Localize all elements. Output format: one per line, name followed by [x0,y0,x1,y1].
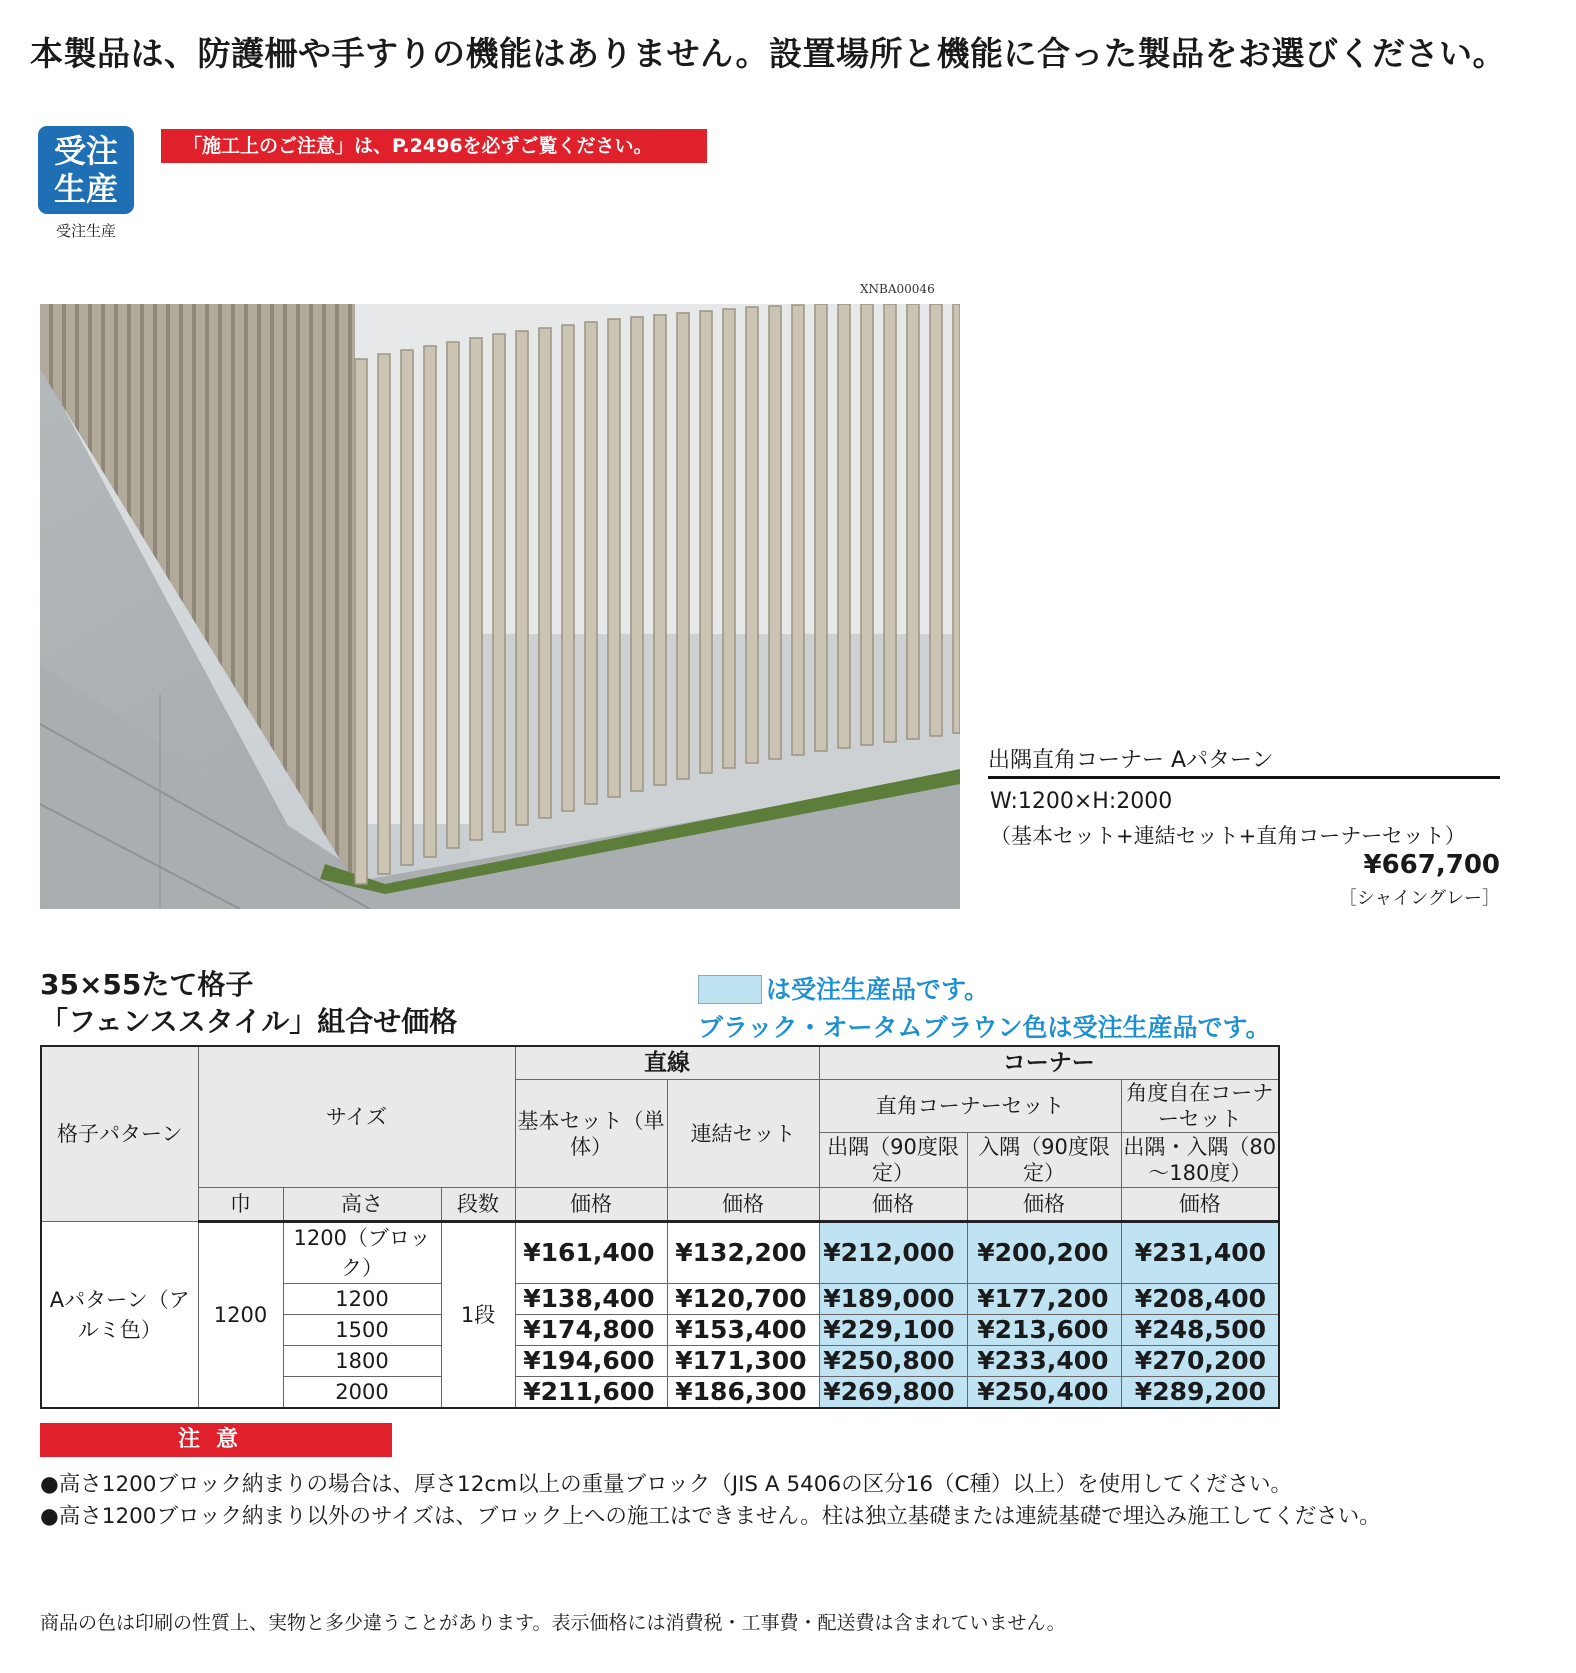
price-inner: ¥213,600 [967,1315,1121,1346]
header-corner: コーナー [819,1046,1279,1080]
steps-cell: 1段 [441,1222,515,1409]
price-free: ¥231,400 [1121,1222,1279,1284]
header-height: 高さ [283,1188,441,1222]
price-outer: ¥250,800 [819,1346,967,1377]
made-to-order-swatch [698,975,762,1004]
fence-photo [40,304,960,909]
table-title-line-2: 「フェンススタイル」組合せ価格 [40,1005,458,1038]
legend-color-note: ブラック・オータムブラウン色は受注生産品です。 [698,1013,1271,1042]
price-outer: ¥269,800 [819,1377,967,1409]
badge-caption: 受注生産 [55,222,116,240]
price-inner: ¥250,400 [967,1377,1121,1409]
page-headline: 本製品は、防護柵や手すりの機能はありません。設置場所と機能に合った製品をお選びください。 [30,34,1506,73]
header-straight: 直線 [515,1046,819,1080]
header-link-set: 連結セット [667,1080,819,1188]
price-outer: ¥229,100 [819,1315,967,1346]
badge-line-1: 受注 [53,132,118,170]
pattern-cell: Aパターン（アルミ色） [41,1222,198,1409]
header-pattern: 格子パターン [41,1046,198,1222]
badge-line-2: 生産 [53,170,118,208]
height-cell: 1200 [283,1284,441,1315]
price-link: ¥120,700 [667,1284,819,1315]
header-steps: 段数 [441,1188,515,1222]
header-inner-corner: 入隅（90度限定） [967,1133,1121,1188]
price-free: ¥248,500 [1121,1315,1279,1346]
price-basic: ¥211,600 [515,1377,667,1409]
footer-disclaimer: 商品の色は印刷の性質上、実物と多少違うことがあります。表示価格には消費税・工事費・配送費は含まれていません。 [40,1612,1066,1634]
caution-note-2: ●高さ1200ブロック納まり以外のサイズは、ブロック上への施工はできません。柱は独立基礎または連続基礎で埋込み施工してください。 [40,1504,1381,1529]
price-basic: ¥194,600 [515,1346,667,1377]
price-free: ¥289,200 [1121,1377,1279,1409]
construction-notice-bar: 「施工上のご注意」は、P.2496を必ずご覧ください。 [161,129,707,163]
header-outer-corner: 出隅（90度限定） [819,1133,967,1188]
header-basic-set: 基本セット（単体） [515,1080,667,1188]
header-price-inner: 価格 [967,1188,1121,1222]
height-cell: 2000 [283,1377,441,1409]
image-code: XNBA00046 [860,282,935,296]
photo-caption-color: ［シャイングレー］ [1338,888,1500,909]
photo-caption-set: （基本セット+連結セット+直角コーナーセット） [990,824,1466,848]
header-width: 巾 [198,1188,283,1222]
photo-caption-price: ¥667,700 [1363,850,1500,880]
price-free: ¥270,200 [1121,1346,1279,1377]
height-cell: 1200（ブロック） [283,1222,441,1284]
price-basic: ¥174,800 [515,1315,667,1346]
header-price-link: 価格 [667,1188,819,1222]
price-inner: ¥233,400 [967,1346,1121,1377]
photo-caption-title: 出隅直角コーナー Aパターン [988,748,1274,773]
price-inner: ¥177,200 [967,1284,1121,1315]
price-outer: ¥212,000 [819,1222,967,1284]
header-free-corner-set: 角度自在コーナーセット [1121,1080,1279,1133]
header-price-outer: 価格 [819,1188,967,1222]
header-right-corner-set: 直角コーナーセット [819,1080,1121,1133]
price-inner: ¥200,200 [967,1222,1121,1284]
header-size: サイズ [198,1046,515,1188]
price-link: ¥186,300 [667,1377,819,1409]
photo-caption-size: W:1200×H:2000 [990,789,1173,814]
table-title-line-1: 35×55たて格子 [40,968,254,1001]
price-free: ¥208,400 [1121,1284,1279,1315]
width-cell: 1200 [198,1222,283,1409]
price-basic: ¥138,400 [515,1284,667,1315]
caution-note-1: ●高さ1200ブロック納まりの場合は、厚さ12cm以上の重量ブロック（JIS A 5406の区分16（C種）以上）を使用してください。 [40,1472,1293,1497]
header-price-basic: 価格 [515,1188,667,1222]
header-outer-inner-corner: 出隅・入隅（80～180度） [1121,1133,1279,1188]
price-basic: ¥161,400 [515,1222,667,1284]
price-outer: ¥189,000 [819,1284,967,1315]
caption-divider [988,776,1500,779]
legend-made-to-order: は受注生産品です。 [766,975,990,1004]
price-link: ¥171,300 [667,1346,819,1377]
header-price-free: 価格 [1121,1188,1279,1222]
height-cell: 1500 [283,1315,441,1346]
height-cell: 1800 [283,1346,441,1377]
price-table [40,1045,1280,1409]
price-link: ¥132,200 [667,1222,819,1284]
made-to-order-badge [38,126,134,214]
caution-heading: 注意 [40,1423,392,1457]
table-row [41,1222,1279,1284]
price-link: ¥153,400 [667,1315,819,1346]
